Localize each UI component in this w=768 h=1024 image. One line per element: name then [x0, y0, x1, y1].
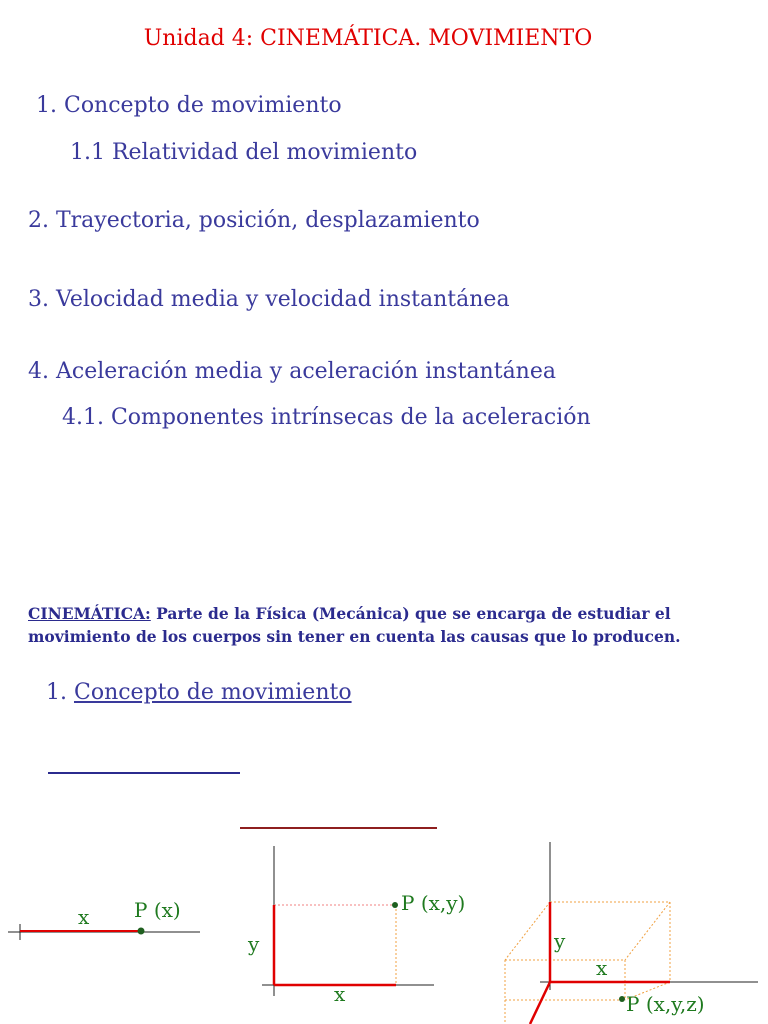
section-number: 1.: [46, 680, 74, 705]
point-p-2d: [392, 902, 398, 908]
fig3-x-label: x: [596, 956, 608, 980]
definition-paragraph: [28, 602, 748, 648]
point-p-1d: [138, 928, 145, 935]
toc-item-3: 3. Velocidad media y velocidad instantánea: [28, 287, 510, 312]
fig3-point-label: P (x,y,z): [626, 992, 705, 1016]
toc-item-1: 1. Concepto de movimiento: [36, 93, 342, 118]
page-title: Unidad 4: CINEMÁTICA. MOVIMIENTO: [143, 26, 593, 51]
fig3-y-label: y: [554, 929, 566, 953]
toc-item-2: 2. Trayectoria, posición, desplazamiento: [28, 208, 480, 233]
toc-item-1-1: 1.1 Relatividad del movimiento: [70, 140, 418, 165]
fig2-point-label: P (x,y): [401, 891, 466, 915]
figure-2d: [262, 846, 434, 996]
blue-underline: [48, 772, 240, 774]
fig1-x-label: x: [78, 905, 90, 929]
fig2-x-label: x: [334, 982, 346, 1006]
red-underline: [240, 827, 437, 829]
definition-text: Parte de la Física (Mecánica) que se encarga de estudiar el movimiento de los cuerpos sin tener en cuenta las causas que lo producen.: [28, 604, 681, 646]
fig2-y-label: y: [248, 932, 260, 956]
fig1-point-label: P (x): [134, 898, 181, 922]
section-label: Concepto de movimiento: [73, 680, 352, 705]
section-heading: [46, 680, 352, 705]
definition-term: CINEMÁTICA:: [28, 604, 151, 623]
toc-item-4: 4. Aceleración media y aceleración instantánea: [28, 359, 556, 384]
toc-item-4-1: 4.1. Componentes intrínsecas de la aceleración: [62, 405, 591, 430]
point-p-3d: [619, 996, 625, 1002]
z-component-3d: [530, 982, 550, 1024]
figure-1d: [8, 924, 200, 940]
